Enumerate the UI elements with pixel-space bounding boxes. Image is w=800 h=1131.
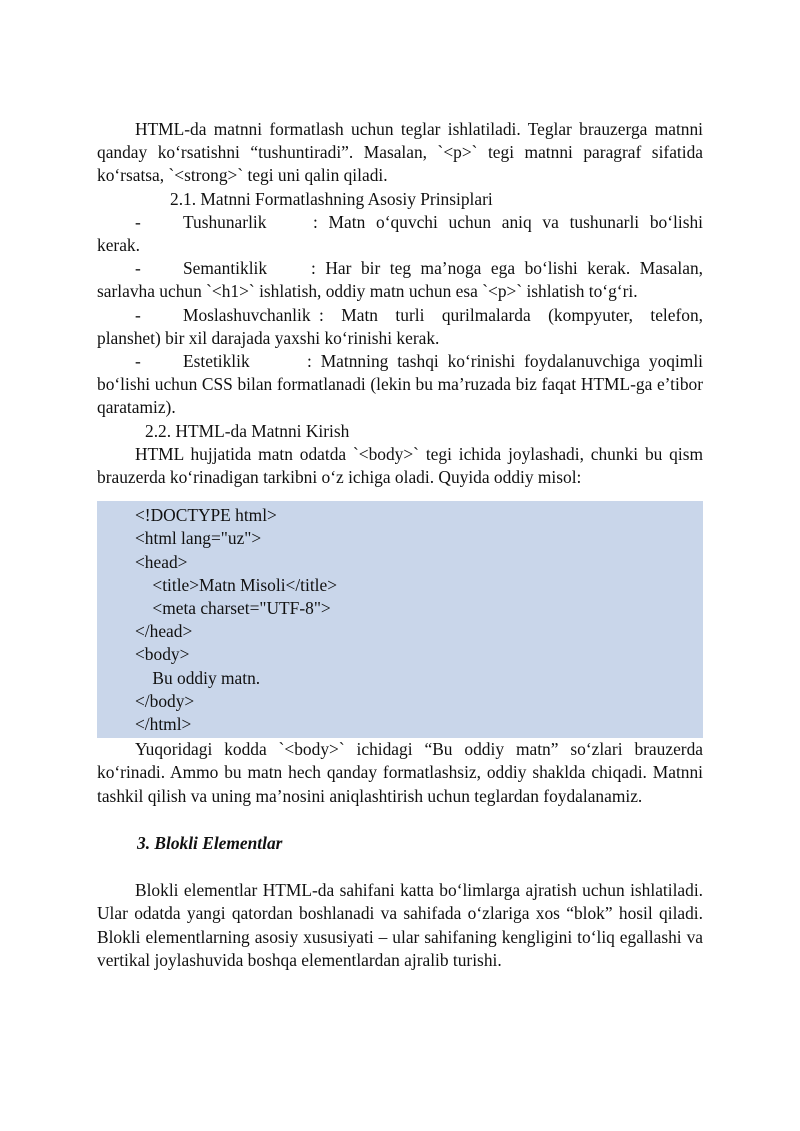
- principle-term: Estetiklik: [183, 351, 250, 372]
- principle-term: Tushunarlik: [183, 211, 267, 232]
- page-content: [97, 118, 703, 972]
- principle-text: : Matnning tashqi ko‘rinishi foydalanuvchiga yoqimli bo‘lishi uchun CSS bilan formatlanadi (lekin bu ma’ruzada biz faqat HTML-ga e’tibor qaratamiz).: [97, 351, 703, 418]
- body-paragraph: Blokli elementlar HTML-da sahifani katta bo‘limlarga ajratish uchun ishlatiladi. Ular odatda yangi qatordan boshlanadi va sahifada o‘zlariga xos “blok” hosil qiladi. Blokli elementlarning asosiy xususiyati – ular sahifaning kengligini to‘liq egallashi va vertikal joylashuvida boshqa elementlardan ajralib turishi.: [97, 880, 703, 970]
- list-dash: -: [135, 304, 141, 325]
- code-line: <head>: [135, 551, 188, 572]
- code-line: <!DOCTYPE html>: [135, 505, 277, 526]
- principles-list: [97, 211, 703, 420]
- principle-text: : Har bir teg ma’noga ega bo‘lishi kerak. Masalan, sarlavha uchun `<h1>` ishlatish, oddiy matn uchun esa `<p>` ishlatish to‘g‘ri.: [97, 258, 703, 302]
- list-item: [97, 257, 703, 303]
- code-line: </html>: [135, 714, 192, 735]
- code-line: <html lang="uz">: [135, 528, 262, 549]
- code-line: </body>: [135, 690, 195, 711]
- principle-term: Moslashuvchanlik: [183, 304, 311, 325]
- subsection-heading-2-2: 2.2. HTML-da Matnni Kirish: [145, 420, 350, 441]
- intro-paragraph: HTML-da matnni formatlash uchun teglar ishlatiladi. Teglar brauzerga matnni qanday ko‘rsatishni “tushuntiradi”. Masalan, `<p>` tegi matnni paragraf sifatida ko‘rsatsa, `<strong>` tegi uni qalin qiladi.: [97, 119, 703, 186]
- body-paragraph: Yuqoridagi kodda `<body>` ichidagi “Bu oddiy matn” so‘zlari brauzerda ko‘rinadi. Ammo bu matn hech qanday formatlashsiz, oddiy shaklda chiqadi. Matnni tashkil qilish va uning ma’nosini aniqlashtirish uchun teglardan foydalanamiz.: [97, 739, 703, 806]
- code-line: <meta charset="UTF-8">: [135, 598, 331, 619]
- code-line: Bu oddiy matn.: [135, 667, 261, 688]
- list-item: [97, 304, 703, 350]
- list-item: [97, 350, 703, 420]
- code-line: </head>: [135, 621, 193, 642]
- code-block: [97, 501, 703, 738]
- list-dash: -: [135, 258, 141, 279]
- principle-text: : Matn o‘quvchi uchun aniq va tushunarli bo‘lishi kerak.: [97, 211, 703, 256]
- list-dash: -: [135, 351, 141, 372]
- body-paragraph: HTML hujjatida matn odatda `<body>` tegi ichida joylashadi, chunki bu qism brauzerda ko‘rinadigan tarkibni o‘z ichiga oladi. Quyida oddiy misol:: [97, 443, 703, 488]
- list-item: [97, 211, 703, 257]
- code-line: <body>: [135, 644, 190, 665]
- code-line: <title>Matn Misoli</title>: [135, 574, 338, 595]
- subsection-heading-2-1: 2.1. Matnni Formatlashning Asosiy Prinsiplari: [170, 188, 493, 209]
- section-heading-3: 3. Blokli Elementlar: [137, 832, 283, 853]
- principle-term: Semantiklik: [183, 258, 268, 279]
- principle-text: : Matn turli qurilmalarda (kompyuter, telefon, planshet) bir xil darajada yaxshi ko‘rinishi kerak.: [97, 304, 703, 348]
- list-dash: -: [135, 211, 141, 232]
